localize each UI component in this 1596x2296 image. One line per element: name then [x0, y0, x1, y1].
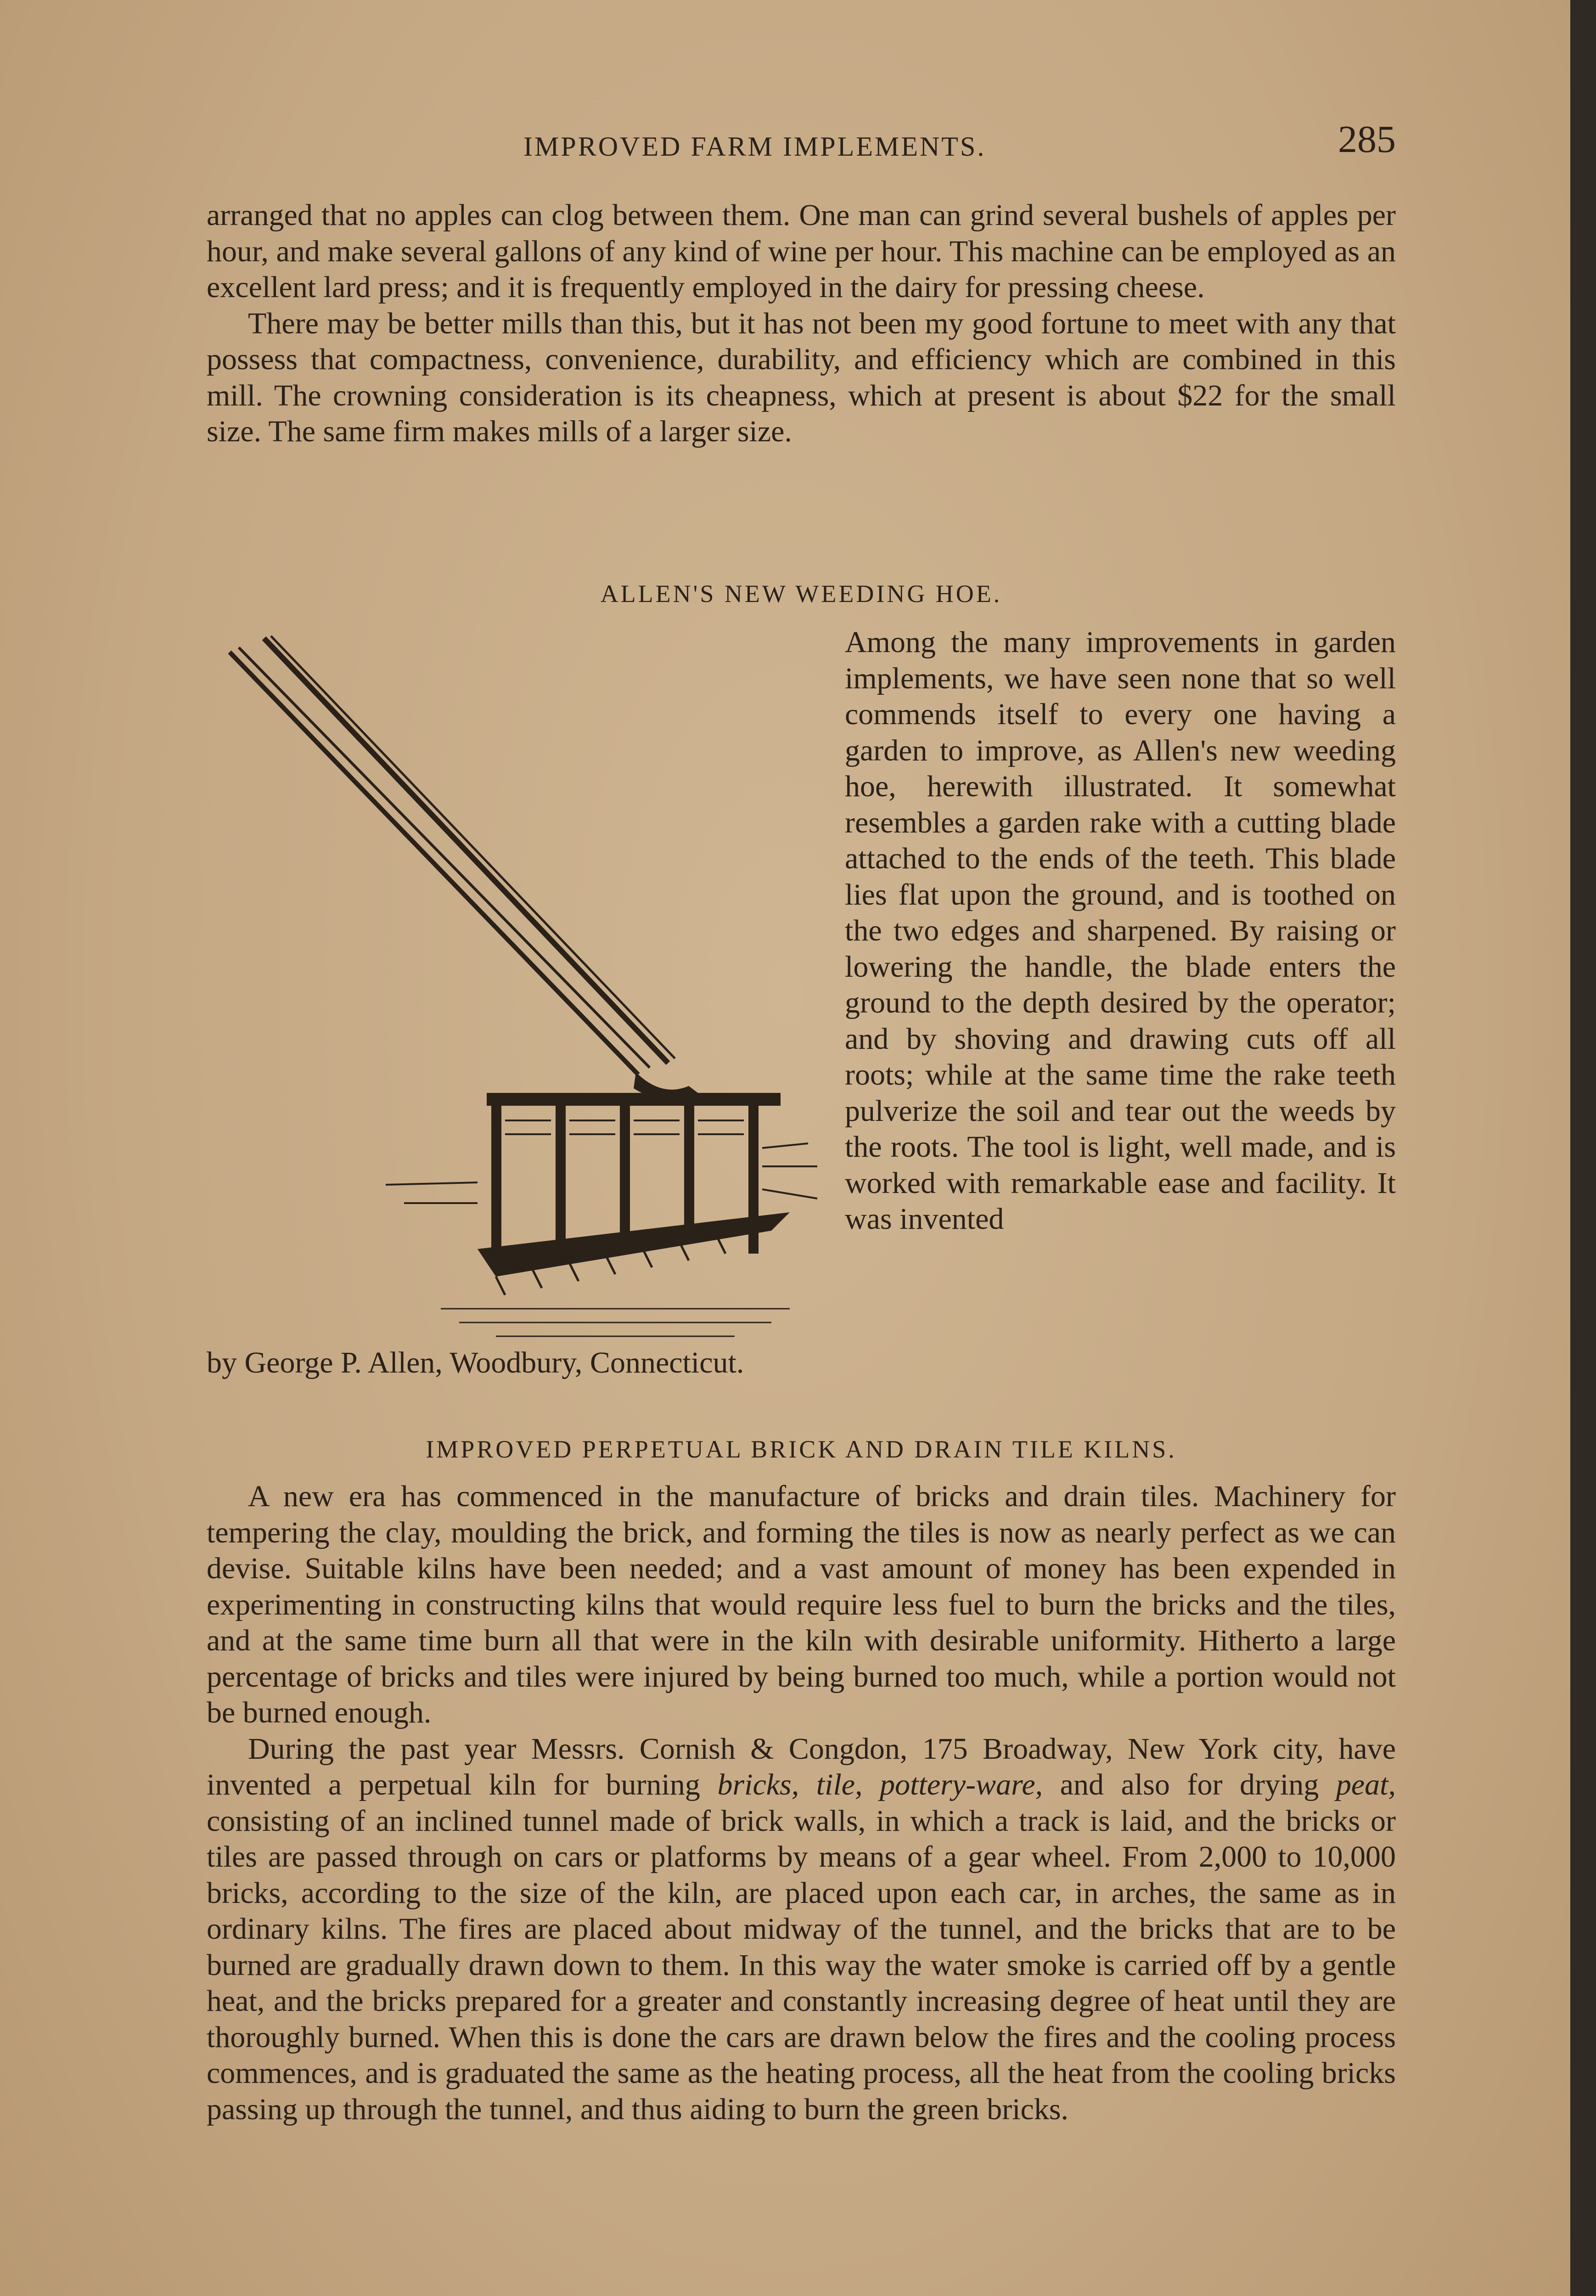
page-edge-shadow: [1570, 0, 1596, 2296]
brick-kilns-section: [207, 1479, 1396, 2127]
paragraph: A new era has commenced in the manufacture of bricks and drain tiles. Machinery for tempering the clay, moulding the brick, and forming the tiles is now as nearly perfect as we can devise. Suitable kilns have been needed; and a vast amount of money has been expended in experimenting in constructing kilns that would require less fuel to burn the bricks and the tiles, and at the same time burn all that were in the kiln with desirable uniformity. Hitherto a large percentage of bricks and tiles were injured by being burned too much, while a portion would not be burned enough.: [207, 1480, 1396, 1729]
text-run: consisting of an inclined tunnel made of brick walls, in which a track is laid, and the bricks or tiles are passed through on cars or platforms by means of a gear wheel. From 2,000 to 10,000 bricks, according to the size of the kiln, are placed upon each car, in arches, the same as in ordinary kilns. The fires are placed about midway of the tunnel, and the bricks that are to be burned are gradually drawn down to them. In this way the water smoke is carried off by a gentle heat, and the bricks prepared for a greater and constantly increasing degree of heat until they are thoroughly burned. When this is done the cars are drawn below the fires and the cooling process commences, and is graduated the same as the heating process, all the heat from the cooling bricks passing up through the tunnel, and thus aiding to burn the green bricks.: [207, 1804, 1396, 2126]
weeding-hoe-text: Among the many improvements in garden implements, we have seen none that so well commends itself to every one having a garden to improve, as Allen's new weeding hoe, herewith illustrated. It somewhat resembles a garden rake with a cutting blade attached to the ends of the teeth. This blade lies flat upon the ground, and is toothed on the two edges and sharpened. By raising or lowering the handle, the blade enters the ground to the depth desired by the operator; and by shoving and drawing cuts off all roots; while at the same time the rake teeth pulverize the soil and tear out the weeds by the roots. The tool is light, well made, and is worked with remarkable ease and facility. It was invented: [845, 625, 1396, 1236]
apple-mill-section: [207, 197, 1396, 450]
paragraph: arranged that no apples can clog between them. One man can grind several bushels of apples per hour, and make several gallons of any kind of wine per hour. This machine can be employed as an excellent lard press; and it is frequently employed in the dairy for pressing cheese.: [207, 198, 1396, 304]
italic-run: peat,: [1336, 1768, 1396, 1801]
weeding-hoe-closing: by George P. Allen, Woodbury, Connecticut.: [207, 1346, 744, 1379]
section-heading-weeding-hoe: ALLEN'S NEW WEEDING HOE.: [600, 580, 1002, 608]
text-run: and also for drying: [1043, 1768, 1336, 1801]
weeding-hoe-illustration: [220, 634, 831, 1350]
text-run: During the past year Messrs. Cornish & Congdon, 175 Broadway, New York city, have invented a perpetual kiln for burning: [207, 1732, 1396, 1801]
page-header: [523, 117, 1396, 172]
page-number: 285: [1338, 118, 1396, 161]
italic-run: bricks, tile, pottery-ware,: [717, 1768, 1043, 1801]
running-head: IMPROVED FARM IMPLEMENTS.: [523, 131, 986, 162]
paragraph: There may be better mills than this, but it has not been my good fortune to meet with any that possess that compactness, convenience, durability, and efficiency which are combined in this mill. The crowning consideration is its cheapness, which at present is about $22 for the small size. The same firm makes mills of a larger size.: [207, 306, 1396, 448]
section-heading-brick-kilns: IMPROVED PERPETUAL BRICK AND DRAIN TILE KILNS.: [426, 1435, 1177, 1463]
paragraph: [207, 1731, 1396, 2128]
